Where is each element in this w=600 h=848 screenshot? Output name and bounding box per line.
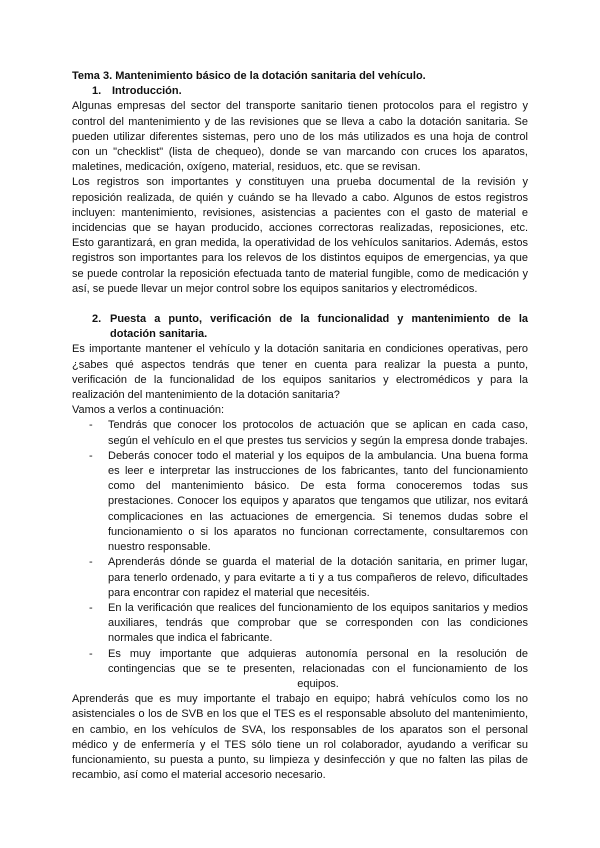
text-line: en cambio, en los vehículos de SVA, los responsables de los aparatos son el personal <box>72 723 528 736</box>
text-line: prestaciones. Conocer los equipos y aparatos que tengamos que utilizar, nos evitará <box>108 495 528 508</box>
list-item <box>72 418 528 448</box>
section2-title-line1: Puesta a punto, verificación de la funcionalidad y mantenimiento de la <box>110 313 528 326</box>
bullet-marker: - <box>89 449 93 462</box>
text-line: En la verificación que realices del funcionamiento de los equipos sanitarios y medios <box>108 601 528 614</box>
list-item <box>72 647 528 693</box>
bullet-marker: - <box>89 601 93 614</box>
text-line: control del mantenimiento y de las revisiones que se lleva a cabo la dotación sanitaria. Se <box>72 115 528 128</box>
text-line: pueden utilizar diferentes sistemas, pero uno de los más utilizados es una hoja de control <box>72 130 528 143</box>
text-line: según el vehículo en el que prestes tus servicios y según la empresa donde trabajes. <box>108 434 528 447</box>
list-item <box>72 449 528 555</box>
text-line: funcionamiento o si los aparatos no funcionan correctamente, consultaremos con <box>108 525 528 538</box>
text-line: Esto garantizará, en gran medida, la operatividad de los vehículos sanitarios. Además, estos <box>72 237 528 250</box>
text-line: realización del mantenimiento de la dotación sanitaria? <box>72 389 340 402</box>
text-line: nuestro responsable. <box>108 541 211 554</box>
text-line: así, se puede llevar un mejor control sobre los equipos sanitarios y electromédicos. <box>72 282 478 295</box>
section1-number: 1. <box>92 85 102 98</box>
section1-title: Introducción. <box>112 85 182 98</box>
text-line: auxiliares, tendrás que comprobar que se corresponden con las condiciones <box>108 617 528 630</box>
text-line: Vamos a verlos a continuación: <box>72 404 225 417</box>
section1-paragraph1 <box>72 99 528 175</box>
text-line: incidencias que se hayan producido, acciones correctoras realizadas, reposiciones, etc. <box>72 222 528 235</box>
section2-title-line2: dotación sanitaria. <box>110 328 208 341</box>
text-line: Tendrás que conocer los protocolos de actuación que se aplican en cada caso, <box>108 419 528 432</box>
document-page <box>72 69 528 783</box>
text-line: se puede controlar la reposición efectuada tanto de material fungible, como de medicación y <box>72 267 528 280</box>
document-title: Tema 3. Mantenimiento básico de la dotación sanitaria del vehículo. <box>72 70 426 82</box>
text-line: reposición realizada, de quién y cuándo se ha llevado a cabo. Algunos de estos registros <box>72 191 528 204</box>
section1-paragraph2 <box>72 175 528 297</box>
text-line: normales que indica el fabricante. <box>108 632 273 645</box>
section2-intro <box>72 342 528 418</box>
text-line: ¿sabes qué aspectos tendrás que tener en cuenta para realizar la puesta a punto, <box>72 358 528 371</box>
text-line: es leer e interpretar las instrucciones de los fabricantes, tanto del funcionamiento <box>108 465 528 478</box>
text-line: Aprenderás que es muy importante el trabajo en equipo; habrá vehículos como los no <box>72 693 528 706</box>
section1-heading <box>72 84 528 99</box>
text-line: Es importante mantener el vehículo y la dotación sanitaria en condiciones operativas, pero <box>72 343 528 356</box>
text-line: Deberás conocer todo el material y los equipos de la ambulancia. Una buena forma <box>108 449 528 462</box>
text-line: como del mantenimiento básico. De esta forma conoceremos todas sus <box>108 480 528 493</box>
text-line: para encontrar con rapidez el material que necesitéis. <box>108 586 370 599</box>
list-item <box>72 601 528 647</box>
section2-number: 2. <box>92 313 102 326</box>
text-line: Algunas empresas del sector del transporte sanitario tienen protocolos para el registro y <box>72 100 528 113</box>
bullet-list <box>72 418 528 692</box>
section2-closing <box>72 692 528 783</box>
text-line: asistenciales o los de SVB en los que el TES es el responsable absoluto del mantenimiento, <box>72 708 528 721</box>
text-line: funcionamiento, su puesta a punto, su limpieza y desinfección y que no falten las pilas de <box>72 753 528 766</box>
text-line: contingencias que se te presenten, relacionadas con el funcionamiento de los <box>108 662 528 675</box>
bullet-marker: - <box>89 419 93 432</box>
text-line: Los registros son importantes y constituyen una prueba documental de la revisión y <box>72 176 528 189</box>
text-line: maletines, medicación, oxígeno, material, residuos, etc. que se revisan. <box>72 161 421 174</box>
text-line: incluyen: mantenimiento, revisiones, asistencias a pacientes con el gasto de material e <box>72 206 528 219</box>
section2-heading <box>72 312 528 327</box>
text-line: médico y de enfermería y el TES sólo tiene un rol colaborador, ayudando a verificar su <box>72 738 528 751</box>
text-line: Aprenderás dónde se guarda el material de la dotación sanitaria, en primer lugar, <box>108 556 528 569</box>
text-line: Es muy importante que adquieras autonomía personal en la resolución de <box>108 647 528 660</box>
bullet-marker: - <box>89 647 93 660</box>
text-line: recambio, así como el material accesorio necesario. <box>72 769 326 782</box>
text-line: con un "checklist" (lista de chequeo), donde se van marcando con cruces los aparatos, <box>72 146 528 159</box>
bullet-marker: - <box>89 556 93 569</box>
list-item <box>72 555 528 601</box>
text-line: registros son importantes para los relevos de los distintos equipos de emergencias, ya que <box>72 252 528 265</box>
text-line: equipos. <box>297 677 339 690</box>
text-line: para tenerlo ordenado, y para evitarte a ti y a tus compañeros de relevo, dificultades <box>108 571 528 584</box>
text-line: complicaciones en las actuaciones de emergencia. Si tenemos dudas sobre el <box>108 510 528 523</box>
text-line: verificación de la funcionalidad de los equipos sanitarios y electromédicos y para la <box>72 373 528 386</box>
